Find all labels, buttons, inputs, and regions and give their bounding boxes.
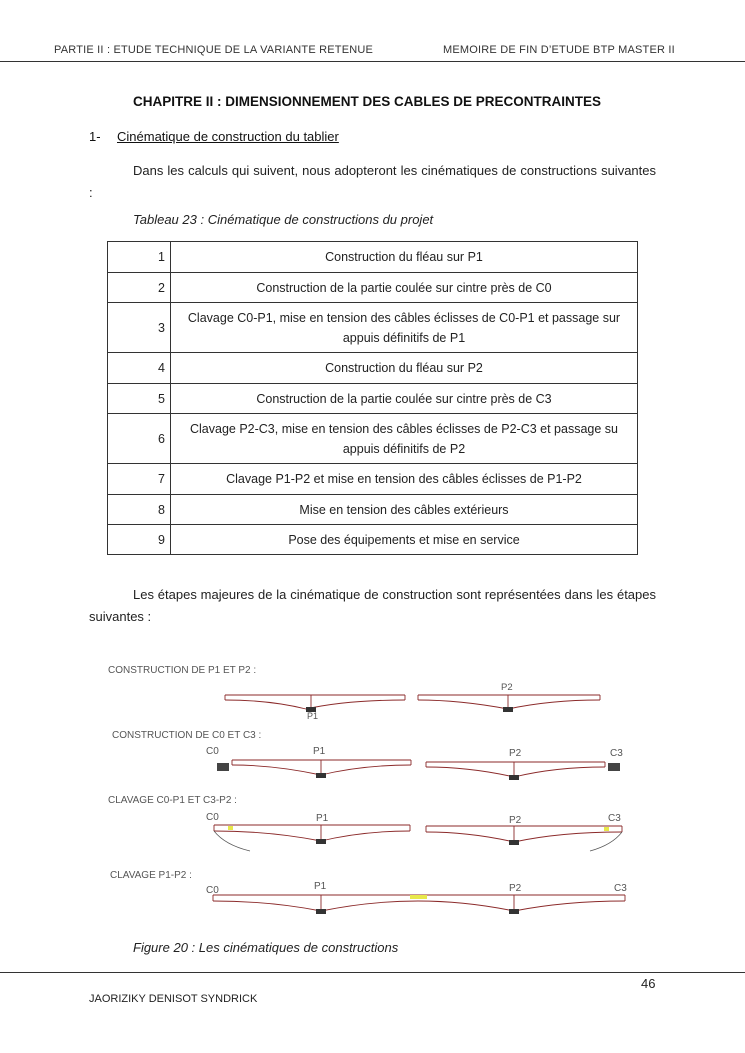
stage2-pier-p1 bbox=[316, 773, 326, 778]
stage1-pier-p2 bbox=[503, 707, 513, 712]
stage3-label-c0: C0 bbox=[206, 812, 219, 823]
row-description: Mise en tension des câbles extérieurs bbox=[171, 495, 638, 525]
stage2-label: CONSTRUCTION DE C0 ET C3 : bbox=[112, 730, 262, 741]
stage3-ground-left bbox=[214, 831, 250, 851]
header-divider bbox=[0, 61, 745, 62]
stage3-label: CLAVAGE C0-P1 ET C3-P2 : bbox=[108, 795, 237, 806]
row-number: 2 bbox=[108, 273, 171, 303]
row-number: 9 bbox=[108, 525, 171, 555]
row-number: 5 bbox=[108, 384, 171, 414]
construction-sequence-table bbox=[107, 241, 638, 555]
stage2-label-c0: C0 bbox=[206, 746, 219, 757]
table-row bbox=[108, 273, 638, 303]
table-row bbox=[108, 525, 638, 555]
row-description: Pose des équipements et mise en service bbox=[171, 525, 638, 555]
stage1-label-p2: P2 bbox=[501, 682, 513, 693]
stage2-label-p2: P2 bbox=[509, 748, 522, 759]
footer-divider bbox=[0, 972, 745, 973]
stage4-closure-p1-p2 bbox=[410, 895, 427, 899]
table-row bbox=[108, 242, 638, 273]
table-row bbox=[108, 384, 638, 414]
section-title: Cinématique de construction du tablier bbox=[117, 129, 339, 144]
row-number: 4 bbox=[108, 353, 171, 384]
stage4-label-c3: C3 bbox=[614, 883, 627, 894]
stage3-deck-right bbox=[426, 826, 622, 842]
author-name: JAORIZIKY DENISOT SYNDRICK bbox=[89, 993, 258, 1005]
figure-caption: Figure 20 : Les cinématiques de constructions bbox=[133, 940, 399, 955]
row-number: 8 bbox=[108, 495, 171, 525]
table-row bbox=[108, 464, 638, 495]
stages-text: Les étapes majeures de la cinématique de construction sont représentées dans les étapes suivantes : bbox=[89, 587, 656, 624]
stage3-closure-c3-p2 bbox=[604, 827, 609, 831]
stage3-ground-right bbox=[590, 832, 622, 851]
stage3-pier-p1 bbox=[316, 839, 326, 844]
stage2-label-p1: P1 bbox=[313, 746, 326, 757]
row-number: 7 bbox=[108, 464, 171, 495]
stage2-label-c3: C3 bbox=[610, 748, 623, 759]
stage4-label: CLAVAGE P1-P2 : bbox=[110, 870, 192, 881]
stage2-pier-p2 bbox=[509, 775, 519, 780]
stage4-label-c0: C0 bbox=[206, 885, 219, 896]
stage3-deck-left bbox=[214, 825, 410, 841]
stage4-pier-p2 bbox=[509, 909, 519, 914]
stage1-cantilever-p2 bbox=[418, 695, 600, 709]
stage4-label-p2: P2 bbox=[509, 883, 522, 894]
table-caption: Tableau 23 : Cinématique de constructions du projet bbox=[133, 212, 434, 227]
stage3-label-p2: P2 bbox=[509, 815, 522, 826]
section-number: 1- bbox=[89, 129, 101, 144]
construction-stages-figure bbox=[100, 655, 640, 915]
stage3-label-c3: C3 bbox=[608, 813, 621, 824]
stage2-abutment-c0 bbox=[217, 763, 229, 771]
stage1-label: CONSTRUCTION DE P1 ET P2 : bbox=[108, 665, 257, 676]
stage4-pier-p1 bbox=[316, 909, 326, 914]
stage4-label-p1: P1 bbox=[314, 881, 327, 892]
row-description: Construction de la partie coulée sur cintre près de C3 bbox=[171, 384, 638, 414]
chapter-title: CHAPITRE II : DIMENSIONNEMENT DES CABLES DE PRECONTRAINTES bbox=[133, 94, 602, 109]
header-right: MEMOIRE DE FIN D’ETUDE BTP MASTER II bbox=[443, 44, 675, 56]
stage2-deck-right bbox=[426, 762, 605, 777]
intro-paragraph bbox=[89, 160, 656, 204]
row-description: Construction du fléau sur P2 bbox=[171, 353, 638, 384]
row-description: Construction du fléau sur P1 bbox=[171, 242, 638, 273]
row-number: 3 bbox=[108, 303, 171, 353]
stage2-abutment-c3 bbox=[608, 763, 620, 771]
stage2-deck-left bbox=[232, 760, 411, 775]
stage1-cantilever-p1 bbox=[225, 695, 405, 709]
table-row bbox=[108, 414, 638, 464]
row-description: Clavage P1-P2 et mise en tension des câbles éclisses de P1-P2 bbox=[171, 464, 638, 495]
intro-text: Dans les calculs qui suivent, nous adopteront les cinématiques de constructions suivantes : bbox=[89, 163, 656, 200]
table-row bbox=[108, 353, 638, 384]
stage3-closure-c0-p1 bbox=[228, 826, 233, 830]
stage3-label-p1: P1 bbox=[316, 813, 329, 824]
page-number: 46 bbox=[641, 976, 656, 991]
stages-paragraph bbox=[89, 584, 656, 628]
header-left: PARTIE II : ETUDE TECHNIQUE DE LA VARIANTE RETENUE bbox=[54, 44, 374, 56]
stage3-pier-p2 bbox=[509, 840, 519, 845]
stage1-label-p1: P1 bbox=[307, 711, 319, 721]
section-heading bbox=[89, 129, 339, 144]
row-number: 6 bbox=[108, 414, 171, 464]
row-description: Clavage P2-C3, mise en tension des câbles éclisses de P2-C3 et passage su appuis définitifs de P2 bbox=[171, 414, 638, 464]
row-description: Construction de la partie coulée sur cintre près de C0 bbox=[171, 273, 638, 303]
table-row bbox=[108, 495, 638, 525]
row-description: Clavage C0-P1, mise en tension des câbles éclisses de C0-P1 et passage sur appuis définitifs de P1 bbox=[171, 303, 638, 353]
table-row bbox=[108, 303, 638, 353]
row-number: 1 bbox=[108, 242, 171, 273]
